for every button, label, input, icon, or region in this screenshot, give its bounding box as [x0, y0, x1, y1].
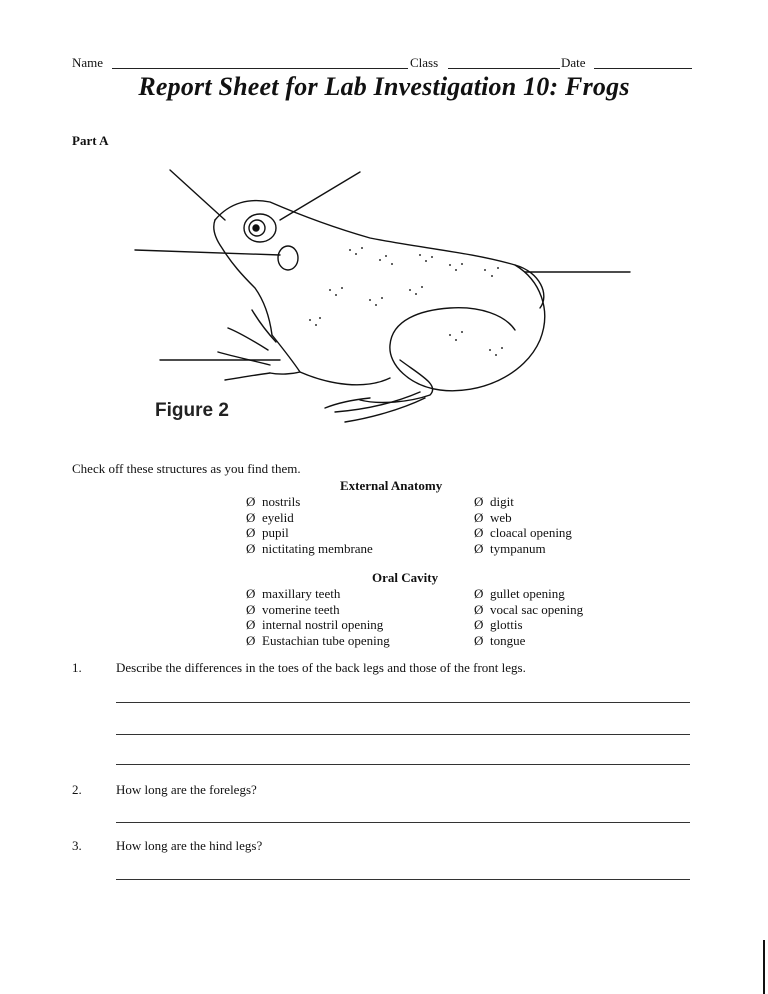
scan-edge-mark: [763, 940, 765, 994]
checkbox-icon[interactable]: Ø: [246, 617, 256, 632]
question-3-number: 3.: [72, 838, 82, 853]
label-line-tympanum[interactable]: [135, 250, 280, 255]
checkbox-icon[interactable]: Ø: [474, 586, 484, 601]
page-title: Report Sheet for Lab Investigation 10: Frogs: [138, 72, 630, 101]
frog-illustration: [120, 160, 640, 440]
checklist-item[interactable]: Ø tympanum: [474, 540, 546, 556]
checkbox-icon[interactable]: Ø: [474, 509, 484, 525]
answer-1-line-3[interactable]: [116, 764, 690, 765]
date-field[interactable]: [594, 68, 692, 69]
checklist-item[interactable]: Ø internal nostril opening: [246, 617, 384, 632]
checklist-item[interactable]: Ø tongue: [474, 632, 526, 648]
question-2-text: How long are the forelegs?: [116, 782, 257, 797]
checklist-item[interactable]: Ø nictitating membrane: [246, 540, 373, 556]
checkbox-icon[interactable]: Ø: [246, 525, 256, 540]
checkbox-icon[interactable]: Ø: [246, 586, 256, 601]
checkbox-icon[interactable]: Ø: [246, 540, 256, 556]
checkbox-icon[interactable]: Ø: [474, 601, 484, 617]
checklist-item[interactable]: Ø nostrils: [246, 494, 301, 509]
checklist-item[interactable]: Ø maxillary teeth: [246, 586, 341, 601]
checklist-item[interactable]: Ø web: [474, 509, 512, 525]
figure-label: Figure 2: [155, 400, 229, 421]
checkbox-icon[interactable]: Ø: [474, 525, 484, 540]
checkbox-icon[interactable]: Ø: [246, 509, 256, 525]
checklist-item[interactable]: Ø gullet opening: [474, 586, 565, 601]
checkbox-icon[interactable]: Ø: [474, 617, 484, 632]
checkbox-icon[interactable]: Ø: [474, 632, 484, 648]
name-label: Name: [72, 55, 104, 70]
question-1-number: 1.: [72, 660, 82, 675]
checklist-item[interactable]: Ø eyelid: [246, 509, 294, 525]
answer-1-line-1[interactable]: [116, 702, 690, 703]
part-label: Part A: [72, 133, 109, 148]
checkbox-icon[interactable]: Ø: [474, 494, 484, 509]
label-line-eye[interactable]: [280, 172, 360, 220]
external-anatomy-right-list: [474, 494, 572, 556]
name-field[interactable]: [112, 68, 408, 69]
answer-1-line-2[interactable]: [116, 734, 690, 735]
checklist-item[interactable]: Ø digit: [474, 494, 514, 509]
class-field[interactable]: [448, 68, 560, 69]
oral-cavity-left-list: [246, 586, 390, 648]
oral-cavity-heading: Oral Cavity: [372, 570, 439, 585]
external-anatomy-left-list: [246, 494, 373, 556]
checkbox-icon[interactable]: Ø: [246, 601, 256, 617]
checklist-item[interactable]: Ø cloacal opening: [474, 525, 572, 540]
checkbox-icon[interactable]: Ø: [246, 632, 256, 648]
external-anatomy-heading: External Anatomy: [340, 478, 443, 493]
checklist-item[interactable]: Ø Eustachian tube opening: [246, 632, 390, 648]
question-2-number: 2.: [72, 782, 82, 797]
question-1-text: Describe the differences in the toes of the back legs and those of the front legs.: [116, 660, 526, 675]
oral-cavity-right-list: [474, 586, 583, 648]
question-3-text: How long are the hind legs?: [116, 838, 263, 853]
checkbox-icon[interactable]: Ø: [474, 540, 484, 556]
class-label: Class: [410, 55, 439, 70]
checklist-item[interactable]: Ø pupil: [246, 525, 289, 540]
answer-2-line[interactable]: [116, 822, 690, 823]
checklist-item[interactable]: Ø vocal sac opening: [474, 601, 584, 617]
checkbox-icon[interactable]: Ø: [246, 494, 256, 509]
label-line-nostril[interactable]: [170, 170, 225, 220]
answer-3-line[interactable]: [116, 879, 690, 880]
date-label: Date: [561, 55, 586, 70]
checklist-item[interactable]: Ø vomerine teeth: [246, 601, 340, 617]
instructions: Check off these structures as you find them.: [72, 461, 301, 476]
checklist-item[interactable]: Ø glottis: [474, 617, 523, 632]
